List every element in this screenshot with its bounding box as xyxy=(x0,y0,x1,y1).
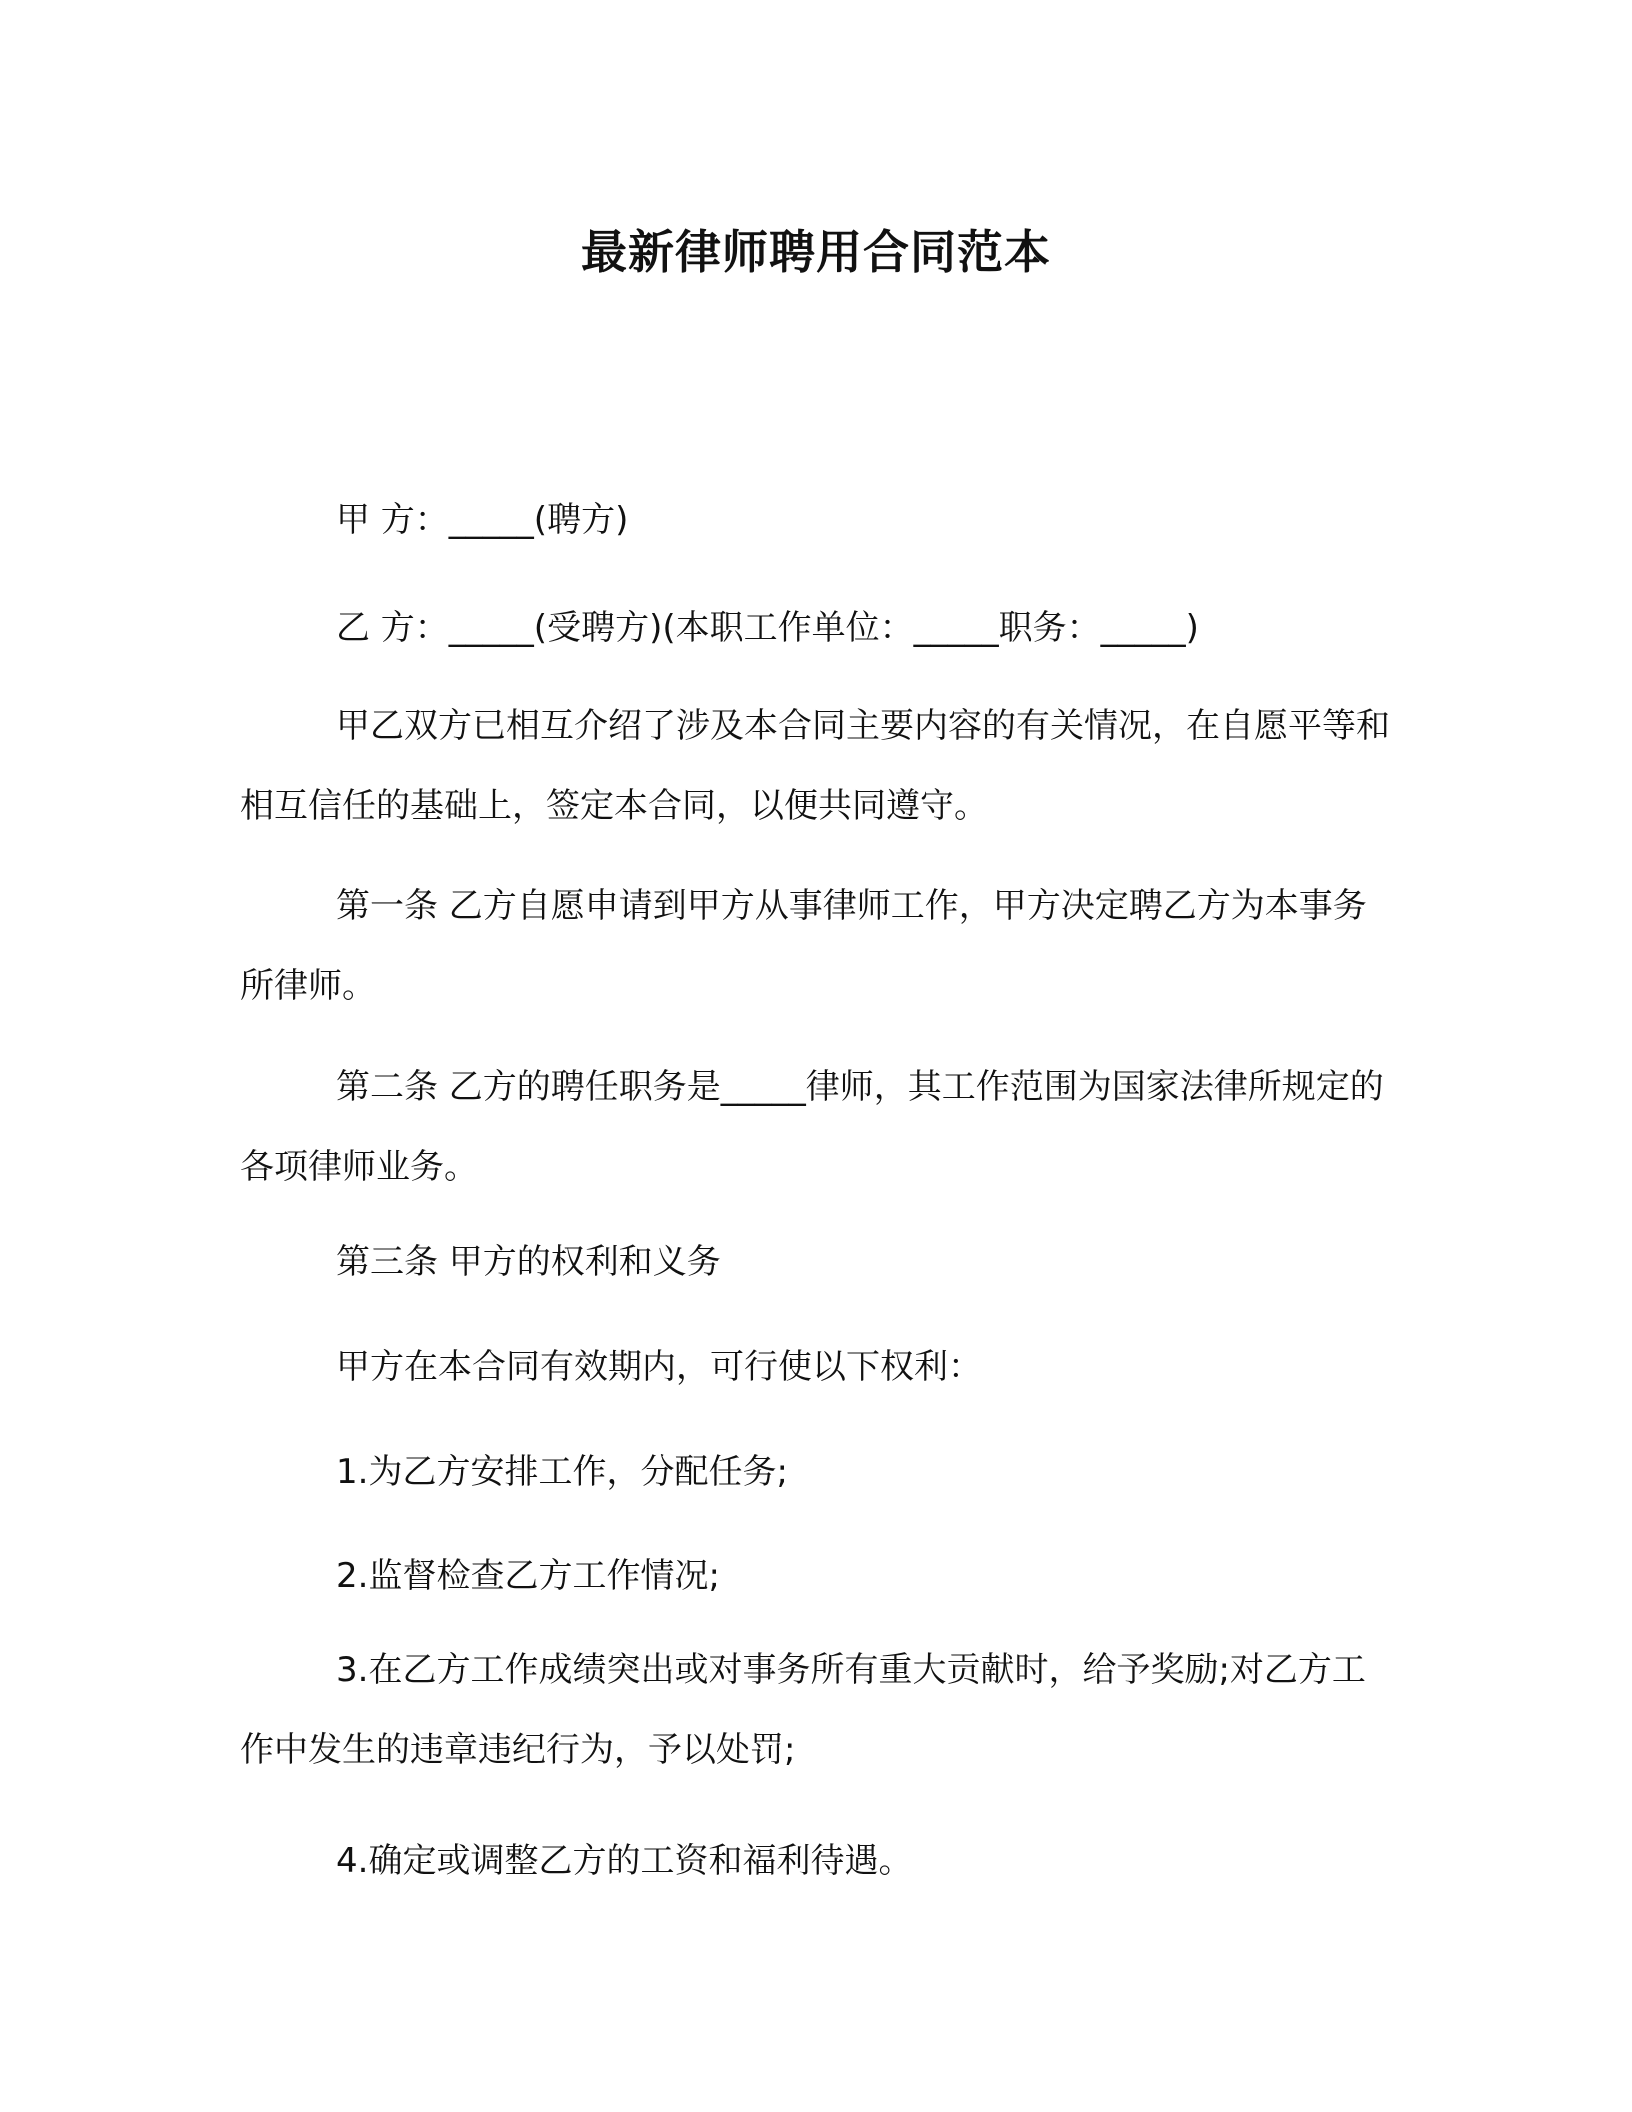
right-item-3: 3.在乙方工作成绩突出或对事务所有重大贡献时，给予奖励;对乙方工作中发生的违章违纪行为，予以处罚; xyxy=(240,1650,1366,1770)
intro-paragraph: 甲乙双方已相互介绍了涉及本合同主要内容的有关情况，在自愿平等和相互信任的基础上，签定本合同，以便共同遵守。 xyxy=(240,706,1390,826)
party-b-line: 乙 方：_____(受聘方)(本职工作单位：_____职务：_____) xyxy=(336,608,1199,648)
article-3-heading: 第三条 甲方的权利和义务 xyxy=(336,1242,721,1282)
document-title: 最新律师聘用合同范本 xyxy=(581,225,1051,279)
rights-intro-line: 甲方在本合同有效期内，可行使以下权利： xyxy=(336,1347,982,1387)
article-1-paragraph: 第一条 乙方自愿申请到甲方从事律师工作，甲方决定聘乙方为本事务所律师。 xyxy=(240,886,1367,1006)
right-item-4: 4.确定或调整乙方的工资和福利待遇。 xyxy=(336,1841,913,1881)
right-item-1: 1.为乙方安排工作，分配任务; xyxy=(336,1452,788,1492)
right-item-2: 2.监督检查乙方工作情况; xyxy=(336,1556,720,1596)
party-a-line: 甲 方：_____(聘方) xyxy=(336,500,629,540)
article-2-paragraph: 第二条 乙方的聘任职务是_____律师，其工作范围为国家法律所规定的各项律师业务。 xyxy=(240,1067,1384,1187)
